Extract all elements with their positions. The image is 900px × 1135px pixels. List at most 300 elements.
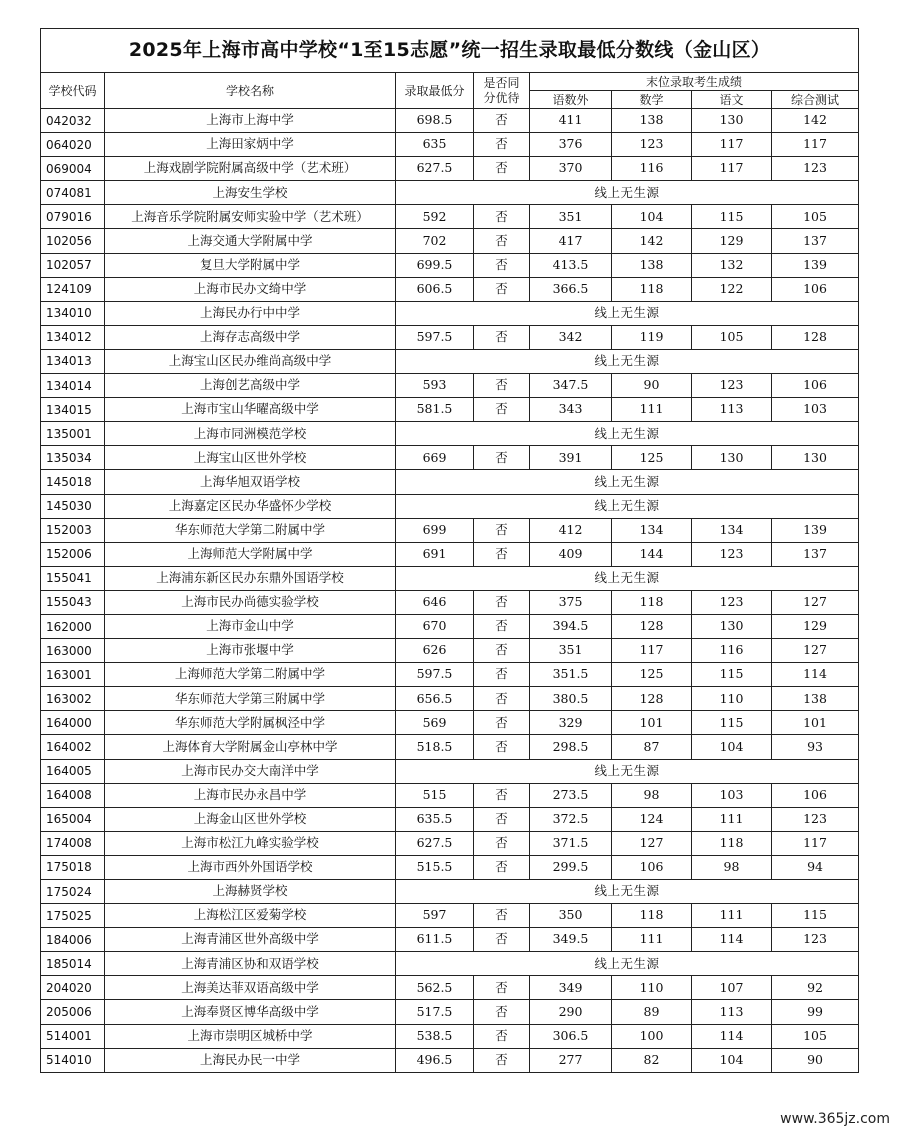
school-code: 514010 <box>41 1048 105 1072</box>
score-total: 376 <box>530 133 612 157</box>
no-applicants-note: 线上无生源 <box>396 301 859 325</box>
tie-flag: 否 <box>474 590 530 614</box>
table-row <box>41 1024 859 1048</box>
title-row <box>41 29 859 73</box>
min-score: 593 <box>396 374 474 398</box>
school-name: 华东师范大学附属枫泾中学 <box>105 711 396 735</box>
table-row <box>41 205 859 229</box>
table-row <box>41 614 859 638</box>
score-math: 100 <box>612 1024 692 1048</box>
min-score: 702 <box>396 229 474 253</box>
score-chinese: 113 <box>692 398 772 422</box>
school-code: 164002 <box>41 735 105 759</box>
school-code: 152003 <box>41 518 105 542</box>
school-code: 184006 <box>41 928 105 952</box>
school-code: 134015 <box>41 398 105 422</box>
min-score: 496.5 <box>396 1048 474 1072</box>
school-name: 上海师范大学第二附属中学 <box>105 663 396 687</box>
table-row <box>41 325 859 349</box>
school-code: 134014 <box>41 374 105 398</box>
tie-flag: 否 <box>474 639 530 663</box>
tie-flag: 否 <box>474 253 530 277</box>
tie-flag: 否 <box>474 398 530 422</box>
school-code: 164000 <box>41 711 105 735</box>
score-comprehensive: 127 <box>772 590 859 614</box>
school-code: 204020 <box>41 976 105 1000</box>
min-score: 515 <box>396 783 474 807</box>
school-code: 165004 <box>41 807 105 831</box>
school-name: 上海市民办交大南洋中学 <box>105 759 396 783</box>
school-code: 134013 <box>41 349 105 373</box>
table-row <box>41 807 859 831</box>
score-total: 273.5 <box>530 783 612 807</box>
score-math: 144 <box>612 542 692 566</box>
score-total: 351.5 <box>530 663 612 687</box>
school-name: 上海市民办文绮中学 <box>105 277 396 301</box>
score-comprehensive: 138 <box>772 687 859 711</box>
score-chinese: 114 <box>692 928 772 952</box>
school-code: 155043 <box>41 590 105 614</box>
score-table <box>40 28 859 1073</box>
score-chinese: 110 <box>692 687 772 711</box>
table-row <box>41 904 859 928</box>
school-code: 163001 <box>41 663 105 687</box>
school-code: 042032 <box>41 109 105 133</box>
school-name: 上海市上海中学 <box>105 109 396 133</box>
header-tie <box>474 73 530 109</box>
school-name: 上海青浦区协和双语学校 <box>105 952 396 976</box>
table-row <box>41 759 859 783</box>
school-name: 上海市金山中学 <box>105 614 396 638</box>
table-row <box>41 880 859 904</box>
table-row <box>41 663 859 687</box>
score-total: 349 <box>530 976 612 1000</box>
school-name: 上海金山区世外学校 <box>105 807 396 831</box>
no-applicants-note: 线上无生源 <box>396 566 859 590</box>
score-math: 125 <box>612 446 692 470</box>
score-chinese: 104 <box>692 735 772 759</box>
table-row <box>41 639 859 663</box>
school-name: 上海奉贤区博华高级中学 <box>105 1000 396 1024</box>
school-name: 上海存志高级中学 <box>105 325 396 349</box>
school-name: 上海嘉定区民办华盛怀少学校 <box>105 494 396 518</box>
tie-flag: 否 <box>474 783 530 807</box>
min-score: 581.5 <box>396 398 474 422</box>
no-applicants-note: 线上无生源 <box>396 422 859 446</box>
score-math: 106 <box>612 855 692 879</box>
score-comprehensive: 105 <box>772 1024 859 1048</box>
no-applicants-note: 线上无生源 <box>396 952 859 976</box>
header-min-score: 录取最低分 <box>396 73 474 109</box>
no-applicants-note: 线上无生源 <box>396 349 859 373</box>
school-name: 上海民办行中中学 <box>105 301 396 325</box>
score-total: 417 <box>530 229 612 253</box>
score-total: 394.5 <box>530 614 612 638</box>
score-comprehensive: 123 <box>772 807 859 831</box>
tie-flag: 否 <box>474 205 530 229</box>
score-chinese: 122 <box>692 277 772 301</box>
score-total: 411 <box>530 109 612 133</box>
min-score: 517.5 <box>396 1000 474 1024</box>
score-total: 277 <box>530 1048 612 1072</box>
min-score: 592 <box>396 205 474 229</box>
school-name: 华东师范大学第三附属中学 <box>105 687 396 711</box>
header-sub-comprehensive: 综合测试 <box>772 91 859 109</box>
score-chinese: 132 <box>692 253 772 277</box>
school-code: 164008 <box>41 783 105 807</box>
school-name: 上海音乐学院附属安师实验中学（艺术班） <box>105 205 396 229</box>
tie-flag: 否 <box>474 229 530 253</box>
score-math: 87 <box>612 735 692 759</box>
score-comprehensive: 117 <box>772 133 859 157</box>
score-math: 89 <box>612 1000 692 1024</box>
score-math: 104 <box>612 205 692 229</box>
min-score: 699.5 <box>396 253 474 277</box>
table-row <box>41 855 859 879</box>
score-comprehensive: 114 <box>772 663 859 687</box>
school-name: 上海华旭双语学校 <box>105 470 396 494</box>
table-row <box>41 1000 859 1024</box>
score-math: 101 <box>612 711 692 735</box>
score-total: 413.5 <box>530 253 612 277</box>
score-total: 409 <box>530 542 612 566</box>
tie-flag: 否 <box>474 904 530 928</box>
school-name: 上海民办民一中学 <box>105 1048 396 1072</box>
table-row <box>41 181 859 205</box>
tie-flag: 否 <box>474 614 530 638</box>
min-score: 597.5 <box>396 325 474 349</box>
min-score: 611.5 <box>396 928 474 952</box>
min-score: 569 <box>396 711 474 735</box>
table-row <box>41 470 859 494</box>
score-math: 142 <box>612 229 692 253</box>
score-chinese: 114 <box>692 1024 772 1048</box>
school-name: 上海市民办永昌中学 <box>105 783 396 807</box>
score-total: 343 <box>530 398 612 422</box>
score-math: 111 <box>612 928 692 952</box>
school-code: 135034 <box>41 446 105 470</box>
min-score: 515.5 <box>396 855 474 879</box>
school-code: 145018 <box>41 470 105 494</box>
header-tie-text: 是否同分优待 <box>483 76 520 105</box>
score-comprehensive: 123 <box>772 928 859 952</box>
score-chinese: 123 <box>692 542 772 566</box>
score-chinese: 123 <box>692 374 772 398</box>
table-row <box>41 398 859 422</box>
score-comprehensive: 142 <box>772 109 859 133</box>
min-score: 597.5 <box>396 663 474 687</box>
score-total: 350 <box>530 904 612 928</box>
school-code: 174008 <box>41 831 105 855</box>
score-comprehensive: 99 <box>772 1000 859 1024</box>
table-row <box>41 928 859 952</box>
score-chinese: 111 <box>692 807 772 831</box>
tie-flag: 否 <box>474 325 530 349</box>
tie-flag: 否 <box>474 928 530 952</box>
score-math: 118 <box>612 277 692 301</box>
school-name: 上海市张堰中学 <box>105 639 396 663</box>
table-row <box>41 253 859 277</box>
score-total: 299.5 <box>530 855 612 879</box>
school-name: 上海市崇明区城桥中学 <box>105 1024 396 1048</box>
score-chinese: 113 <box>692 1000 772 1024</box>
school-name: 上海田家炳中学 <box>105 133 396 157</box>
score-comprehensive: 103 <box>772 398 859 422</box>
school-name: 上海市松江九峰实验学校 <box>105 831 396 855</box>
table-row <box>41 735 859 759</box>
table-row <box>41 566 859 590</box>
score-chinese: 134 <box>692 518 772 542</box>
table-row <box>41 831 859 855</box>
tie-flag: 否 <box>474 807 530 831</box>
score-comprehensive: 127 <box>772 639 859 663</box>
tie-flag: 否 <box>474 1000 530 1024</box>
min-score: 691 <box>396 542 474 566</box>
min-score: 627.5 <box>396 157 474 181</box>
min-score: 606.5 <box>396 277 474 301</box>
tie-flag: 否 <box>474 133 530 157</box>
score-math: 110 <box>612 976 692 1000</box>
score-math: 118 <box>612 590 692 614</box>
score-total: 412 <box>530 518 612 542</box>
school-code: 152006 <box>41 542 105 566</box>
table-row <box>41 783 859 807</box>
score-chinese: 123 <box>692 590 772 614</box>
school-code: 145030 <box>41 494 105 518</box>
score-comprehensive: 101 <box>772 711 859 735</box>
school-name: 上海美达菲双语高级中学 <box>105 976 396 1000</box>
score-total: 342 <box>530 325 612 349</box>
table-row <box>41 1048 859 1072</box>
min-score: 635.5 <box>396 807 474 831</box>
score-chinese: 129 <box>692 229 772 253</box>
score-chinese: 117 <box>692 133 772 157</box>
table-row <box>41 277 859 301</box>
score-math: 123 <box>612 133 692 157</box>
school-code: 064020 <box>41 133 105 157</box>
tie-flag: 否 <box>474 542 530 566</box>
score-chinese: 107 <box>692 976 772 1000</box>
score-math: 125 <box>612 663 692 687</box>
school-code: 163002 <box>41 687 105 711</box>
school-code: 102056 <box>41 229 105 253</box>
tie-flag: 否 <box>474 1024 530 1048</box>
table-row <box>41 542 859 566</box>
min-score: 656.5 <box>396 687 474 711</box>
min-score: 669 <box>396 446 474 470</box>
tie-flag: 否 <box>474 831 530 855</box>
table-row <box>41 711 859 735</box>
min-score: 538.5 <box>396 1024 474 1048</box>
score-chinese: 130 <box>692 446 772 470</box>
school-name: 上海交通大学附属中学 <box>105 229 396 253</box>
score-math: 118 <box>612 904 692 928</box>
score-chinese: 115 <box>692 663 772 687</box>
school-name: 上海宝山区世外学校 <box>105 446 396 470</box>
tie-flag: 否 <box>474 518 530 542</box>
school-code: 162000 <box>41 614 105 638</box>
tie-flag: 否 <box>474 109 530 133</box>
header-name: 学校名称 <box>105 73 396 109</box>
table-row <box>41 687 859 711</box>
table-row <box>41 109 859 133</box>
score-comprehensive: 106 <box>772 277 859 301</box>
school-code: 102057 <box>41 253 105 277</box>
school-code: 135001 <box>41 422 105 446</box>
score-total: 349.5 <box>530 928 612 952</box>
score-comprehensive: 105 <box>772 205 859 229</box>
tie-flag: 否 <box>474 663 530 687</box>
score-comprehensive: 106 <box>772 783 859 807</box>
score-chinese: 117 <box>692 157 772 181</box>
school-name: 华东师范大学第二附属中学 <box>105 518 396 542</box>
school-name: 上海宝山区民办维尚高级中学 <box>105 349 396 373</box>
school-code: 079016 <box>41 205 105 229</box>
min-score: 635 <box>396 133 474 157</box>
score-comprehensive: 128 <box>772 325 859 349</box>
school-code: 069004 <box>41 157 105 181</box>
school-code: 074081 <box>41 181 105 205</box>
table-row <box>41 446 859 470</box>
tie-flag: 否 <box>474 1048 530 1072</box>
school-code: 163000 <box>41 639 105 663</box>
school-name: 上海安生学校 <box>105 181 396 205</box>
score-chinese: 118 <box>692 831 772 855</box>
school-name: 上海松江区爱菊学校 <box>105 904 396 928</box>
header-sub-math: 数学 <box>612 91 692 109</box>
school-name: 上海市民办尚德实验学校 <box>105 590 396 614</box>
score-math: 138 <box>612 253 692 277</box>
min-score: 562.5 <box>396 976 474 1000</box>
header-code: 学校代码 <box>41 73 105 109</box>
score-math: 90 <box>612 374 692 398</box>
tie-flag: 否 <box>474 277 530 301</box>
score-comprehensive: 129 <box>772 614 859 638</box>
score-comprehensive: 139 <box>772 253 859 277</box>
tie-flag: 否 <box>474 855 530 879</box>
min-score: 646 <box>396 590 474 614</box>
table-row <box>41 494 859 518</box>
tie-flag: 否 <box>474 374 530 398</box>
score-comprehensive: 137 <box>772 542 859 566</box>
score-total: 380.5 <box>530 687 612 711</box>
school-code: 514001 <box>41 1024 105 1048</box>
score-math: 124 <box>612 807 692 831</box>
school-name: 上海浦东新区民办东鼎外国语学校 <box>105 566 396 590</box>
tie-flag: 否 <box>474 446 530 470</box>
score-chinese: 111 <box>692 904 772 928</box>
no-applicants-note: 线上无生源 <box>396 759 859 783</box>
score-chinese: 105 <box>692 325 772 349</box>
header-row-1 <box>41 73 859 91</box>
min-score: 597 <box>396 904 474 928</box>
score-comprehensive: 117 <box>772 831 859 855</box>
school-code: 124109 <box>41 277 105 301</box>
score-math: 127 <box>612 831 692 855</box>
score-total: 306.5 <box>530 1024 612 1048</box>
score-chinese: 130 <box>692 614 772 638</box>
score-total: 372.5 <box>530 807 612 831</box>
score-comprehensive: 106 <box>772 374 859 398</box>
table-row <box>41 422 859 446</box>
score-chinese: 103 <box>692 783 772 807</box>
tie-flag: 否 <box>474 157 530 181</box>
score-chinese: 115 <box>692 711 772 735</box>
table-row <box>41 518 859 542</box>
school-name: 上海市西外外国语学校 <box>105 855 396 879</box>
score-total: 370 <box>530 157 612 181</box>
school-name: 上海青浦区世外高级中学 <box>105 928 396 952</box>
school-name: 上海戏剧学院附属高级中学（艺术班） <box>105 157 396 181</box>
score-total: 347.5 <box>530 374 612 398</box>
min-score: 699 <box>396 518 474 542</box>
school-code: 175018 <box>41 855 105 879</box>
score-comprehensive: 123 <box>772 157 859 181</box>
school-name: 上海体育大学附属金山亭林中学 <box>105 735 396 759</box>
table-row <box>41 229 859 253</box>
table-row <box>41 301 859 325</box>
score-comprehensive: 94 <box>772 855 859 879</box>
score-math: 128 <box>612 614 692 638</box>
score-chinese: 130 <box>692 109 772 133</box>
table-row <box>41 349 859 373</box>
min-score: 698.5 <box>396 109 474 133</box>
score-total: 351 <box>530 639 612 663</box>
score-total: 329 <box>530 711 612 735</box>
score-math: 117 <box>612 639 692 663</box>
score-comprehensive: 90 <box>772 1048 859 1072</box>
header-last-group: 末位录取考生成绩 <box>530 73 859 91</box>
score-comprehensive: 137 <box>772 229 859 253</box>
score-comprehensive: 92 <box>772 976 859 1000</box>
score-comprehensive: 130 <box>772 446 859 470</box>
school-code: 134012 <box>41 325 105 349</box>
score-total: 371.5 <box>530 831 612 855</box>
score-math: 111 <box>612 398 692 422</box>
table-row <box>41 976 859 1000</box>
tie-flag: 否 <box>474 976 530 1000</box>
min-score: 518.5 <box>396 735 474 759</box>
school-code: 155041 <box>41 566 105 590</box>
school-code: 164005 <box>41 759 105 783</box>
table-row <box>41 133 859 157</box>
no-applicants-note: 线上无生源 <box>396 181 859 205</box>
school-name: 上海市同洲模范学校 <box>105 422 396 446</box>
score-chinese: 98 <box>692 855 772 879</box>
school-code: 185014 <box>41 952 105 976</box>
score-total: 351 <box>530 205 612 229</box>
tie-flag: 否 <box>474 711 530 735</box>
min-score: 626 <box>396 639 474 663</box>
table-row <box>41 374 859 398</box>
tie-flag: 否 <box>474 687 530 711</box>
score-math: 138 <box>612 109 692 133</box>
header-sub-chinese: 语文 <box>692 91 772 109</box>
score-comprehensive: 115 <box>772 904 859 928</box>
score-math: 98 <box>612 783 692 807</box>
school-name: 上海赫贤学校 <box>105 880 396 904</box>
min-score: 670 <box>396 614 474 638</box>
page-title: 2025年上海市高中学校“1至15志愿”统一招生录取最低分数线（金山区） <box>41 29 859 73</box>
score-math: 82 <box>612 1048 692 1072</box>
score-chinese: 104 <box>692 1048 772 1072</box>
score-math: 119 <box>612 325 692 349</box>
no-applicants-note: 线上无生源 <box>396 494 859 518</box>
school-name: 上海师范大学附属中学 <box>105 542 396 566</box>
score-total: 290 <box>530 1000 612 1024</box>
header-sub-total: 语数外 <box>530 91 612 109</box>
table-row <box>41 952 859 976</box>
